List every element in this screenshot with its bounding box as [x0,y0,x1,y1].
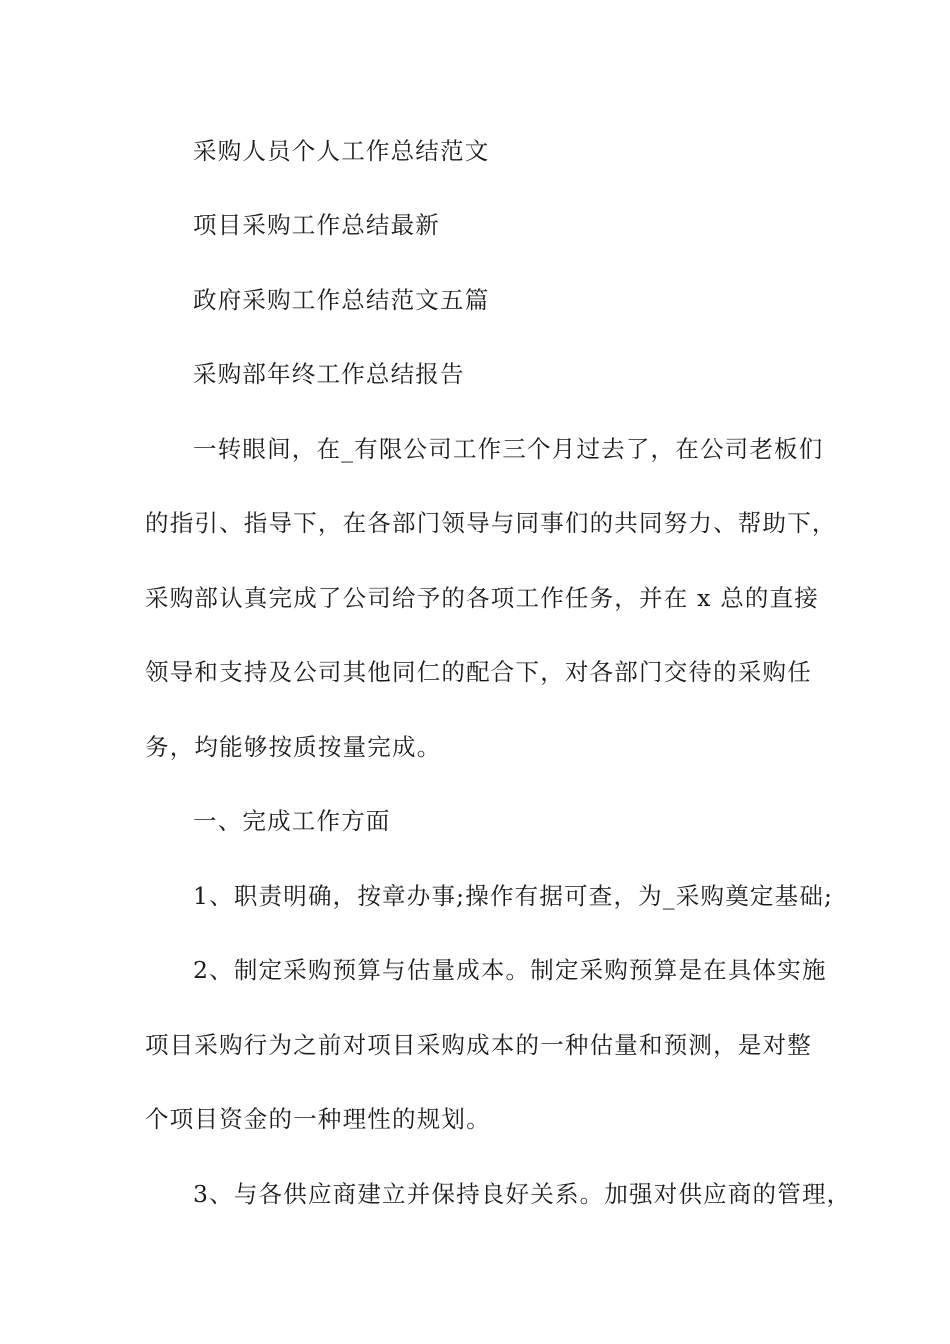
related-title-3: 政府采购工作总结范文五篇 [193,286,490,314]
item-2-line-2: 项目采购行为之前对项目采购成本的一种估量和预测，是对整 [145,1031,812,1059]
item-1-line-1: 1、职责明确，按章办事;操作有据可查，为_采购奠定基础; [193,882,834,910]
paragraph-intro-line-1: 一转眼间，在_有限公司工作三个月过去了，在公司老板们 [193,435,824,463]
paragraph-intro-line-5: 务，均能够按质按量完成。 [145,733,442,761]
section-heading: 一、完成工作方面 [193,807,391,835]
item-2-line-1: 2、制定采购预算与估量成本。制定采购预算是在具体实施 [193,956,827,984]
related-title-1: 采购人员个人工作总结范文 [193,137,490,165]
item-3-line-1: 3、与各供应商建立并保持良好关系。加强对供应商的管理， [193,1180,852,1208]
related-title-4: 采购部年终工作总结报告 [193,360,465,388]
paragraph-intro-line-2: 的指引、指导下，在各部门领导与同事们的共同努力、帮助下， [145,509,837,537]
paragraph-intro-line-3: 采购部认真完成了公司给予的各项工作任务，并在 x 总的直接 [145,584,819,612]
item-2-line-3: 个项目资金的一种理性的规划。 [145,1105,491,1133]
related-title-2: 项目采购工作总结最新 [193,211,440,239]
paragraph-intro-line-4: 领导和支持及公司其他同仁的配合下，对各部门交待的采购任 [145,658,812,686]
